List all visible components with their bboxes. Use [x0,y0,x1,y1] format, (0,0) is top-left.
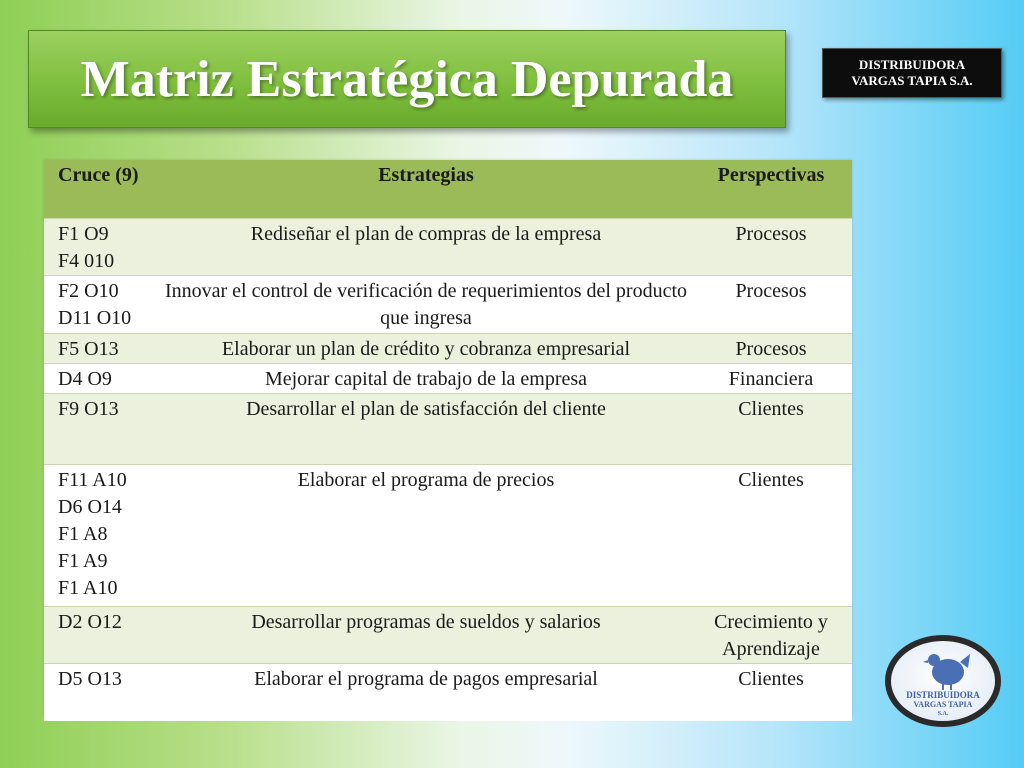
cell-cruce [44,664,160,721]
header-cruce: Cruce (9) [44,160,160,219]
cell-estrategia: Mejorar capital de trabajo de la empresa [160,364,694,394]
cell-estrategia: Elaborar un plan de crédito y cobranza empresarial [160,334,694,364]
table-row [44,465,852,607]
cell-perspectiva: Procesos [694,334,852,364]
cell-estrategia: Innovar el control de verificación de requerimientos del producto que ingresa [160,276,694,334]
cell-perspectiva: Procesos [694,219,852,276]
cell-estrategia: Desarrollar el plan de satisfacción del cliente [160,394,694,465]
table-row [44,394,852,465]
cell-perspectiva: Procesos [694,276,852,334]
cell-cruce [44,364,160,394]
header-estrategias: Estrategias [160,160,694,219]
table-row [44,607,852,664]
cruce-code: D5 O13 [58,668,122,690]
cell-estrategia: Rediseñar el plan de compras de la empresa [160,219,694,276]
cruce-code: D4 O9 [58,368,112,390]
cell-cruce [44,607,160,664]
strategy-table [44,160,852,721]
cell-estrategia: Elaborar el programa de pagos empresarial [160,664,694,721]
cruce-code: D6 O14 [58,496,122,518]
cell-cruce [44,394,160,465]
logo-text-line1: DISTRIBUIDORA [906,690,980,700]
table-row [44,664,852,721]
cell-estrategia: Desarrollar programas de sueldos y salarios [160,607,694,664]
cell-cruce [44,465,160,607]
cell-cruce [44,334,160,364]
cruce-code: F11 A10 [58,469,127,491]
title-banner [28,30,786,128]
cruce-code: F5 O13 [58,338,119,360]
cell-perspectiva: Crecimiento y Aprendizaje [694,607,852,664]
logo-text-line3: S.A. [937,711,949,717]
cell-estrategia: Elaborar el programa de precios [160,465,694,607]
header-perspectivas: Perspectivas [694,160,852,219]
cruce-code: F1 A10 [58,577,118,599]
cell-perspectiva: Clientes [694,465,852,607]
cruce-code: F1 A8 [58,523,108,545]
cell-perspectiva: Clientes [694,394,852,465]
cruce-code: F1 O9 [58,223,109,245]
cell-cruce [44,276,160,334]
cell-cruce [44,219,160,276]
company-name-line2: VARGAS TAPIA S.A. [851,73,973,88]
cruce-code: F4 010 [58,250,115,272]
cruce-code: D11 O10 [58,307,132,329]
cruce-code: D2 O12 [58,611,122,633]
table-header-row [44,160,852,219]
table-row [44,334,852,364]
logo-text-line2: VARGAS TAPIA [913,700,973,709]
cruce-code: F9 O13 [58,398,119,420]
company-name-line1: DISTRIBUIDORA [858,57,966,72]
company-label [822,48,1002,98]
cell-perspectiva: Clientes [694,664,852,721]
cruce-code: F1 A9 [58,550,108,572]
strategy-table-container [44,160,852,715]
table-row [44,364,852,394]
page-title: Matriz Estratégica Depurada [80,50,734,108]
cell-perspectiva: Financiera [694,364,852,394]
table-row [44,219,852,276]
company-logo [882,632,1004,730]
table-row [44,276,852,334]
cruce-code: F2 O10 [58,280,119,302]
